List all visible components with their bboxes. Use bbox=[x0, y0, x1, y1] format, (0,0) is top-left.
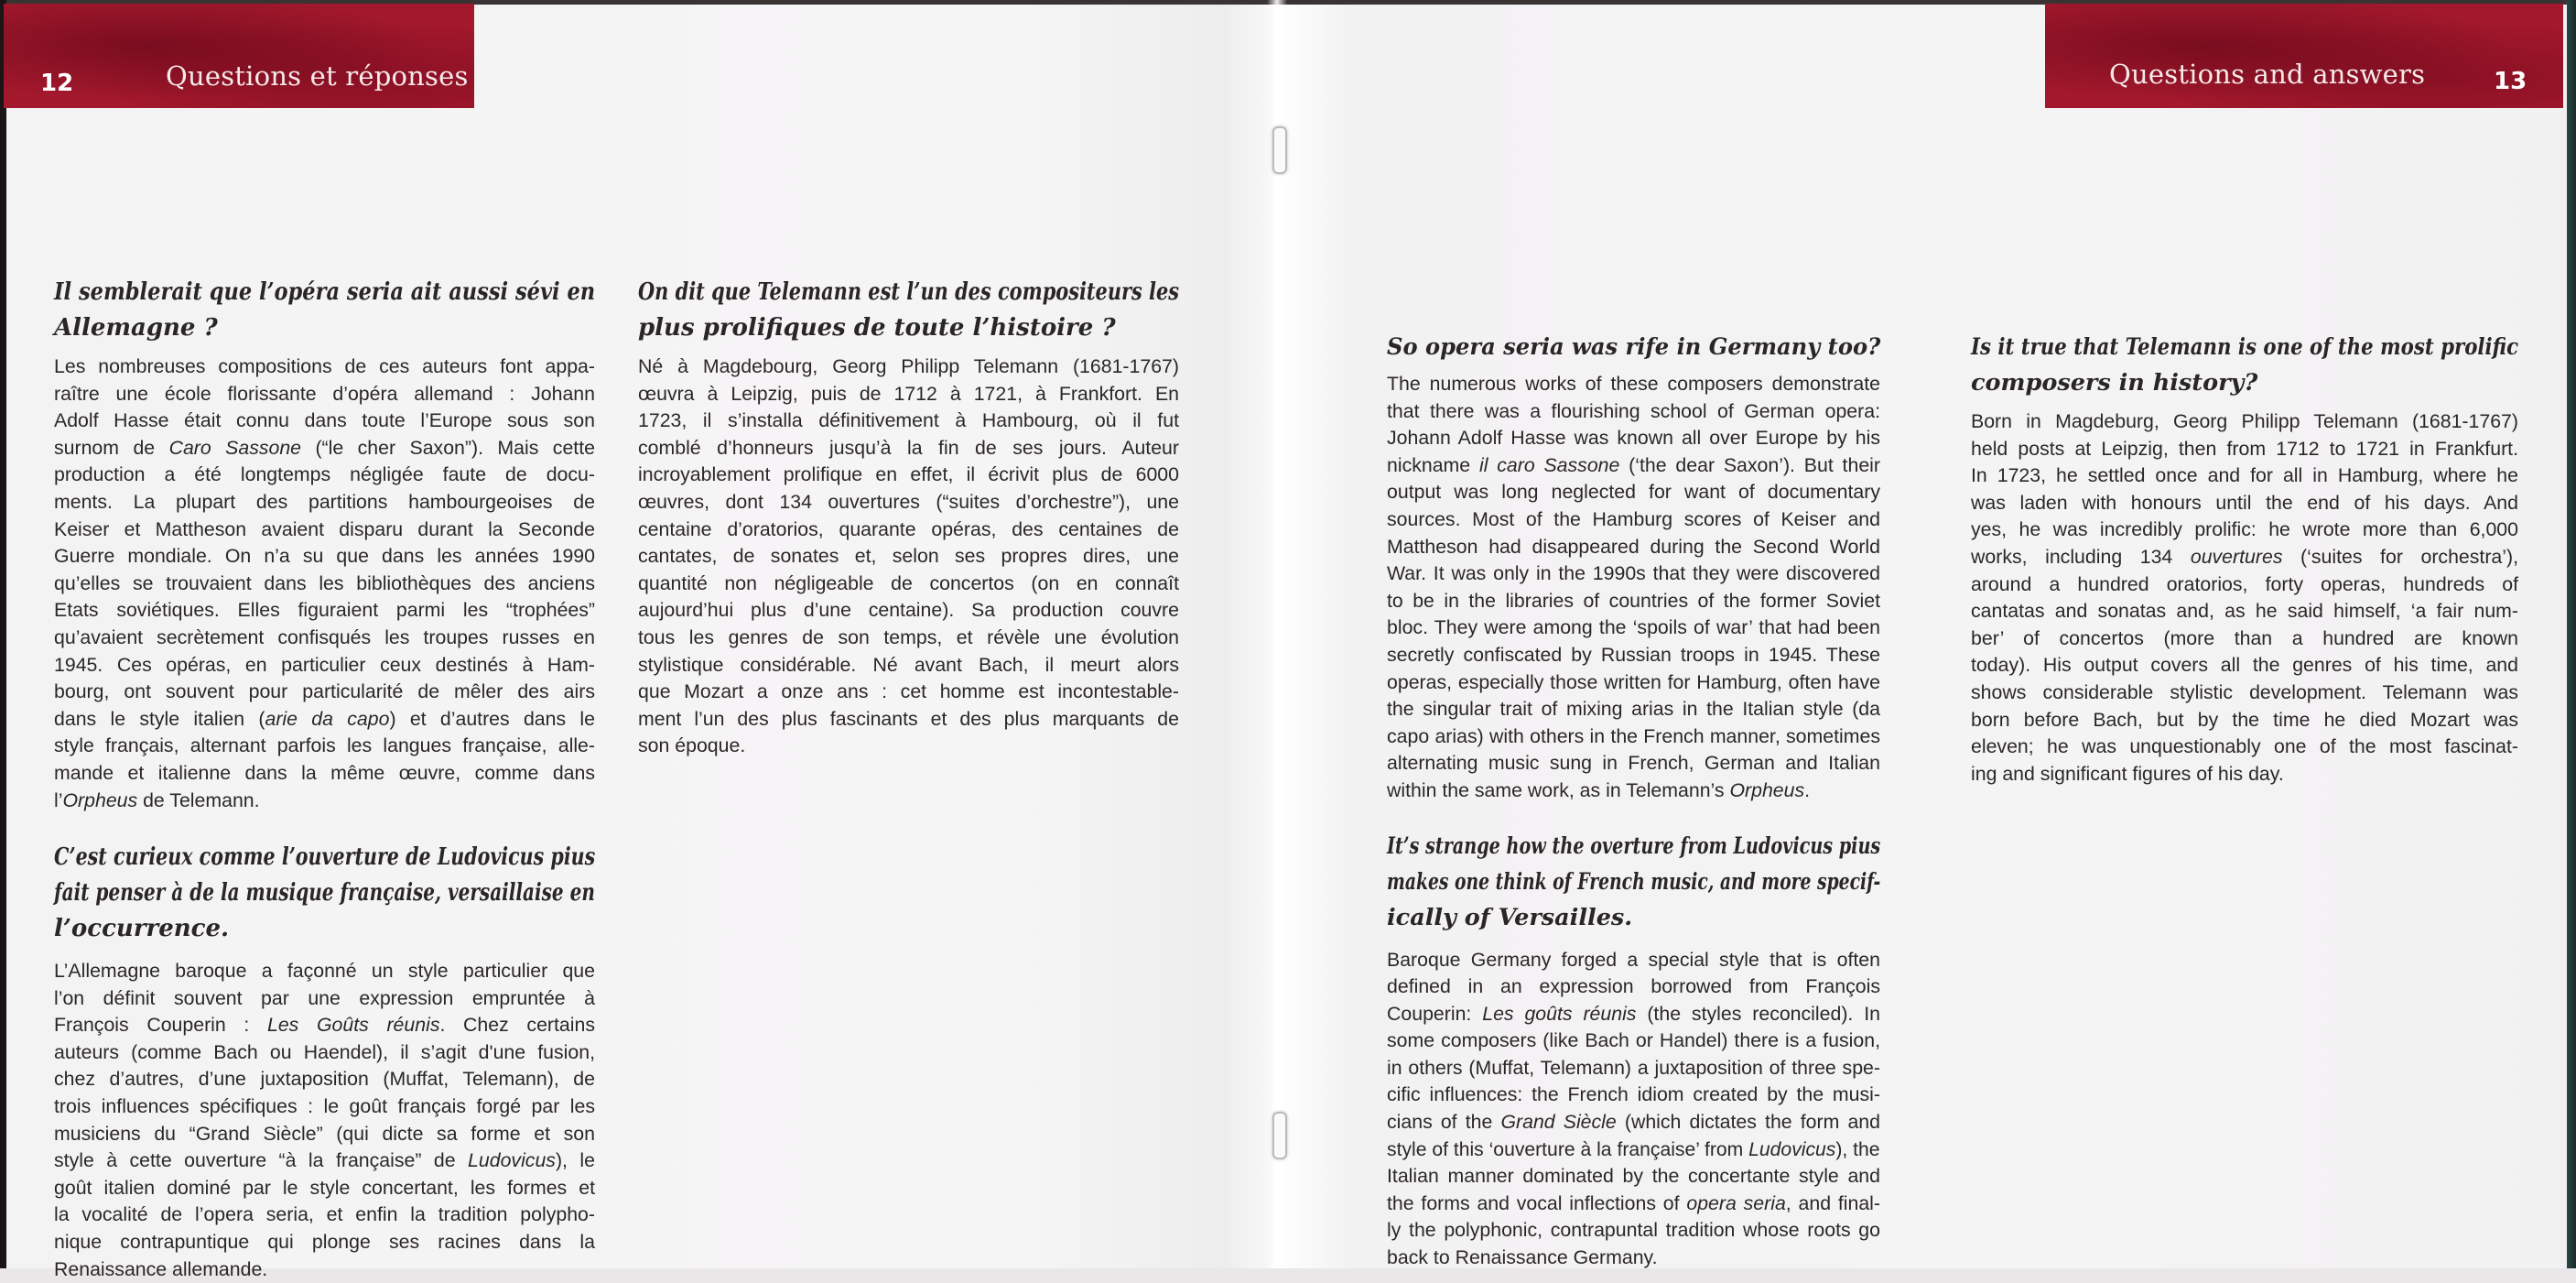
qa-section bbox=[638, 275, 1179, 760]
text-run: Adolf Hasse était connu dans toute l’Europe sous son bbox=[54, 409, 595, 432]
text-run: style français, alternant parfois les langues française, alle- bbox=[54, 734, 595, 757]
answer-line bbox=[54, 1066, 595, 1093]
answer-line bbox=[54, 489, 595, 516]
answer-line bbox=[54, 381, 595, 408]
answer-line bbox=[54, 516, 595, 544]
text-run: (“le cher Saxon”). Mais cette bbox=[301, 436, 595, 459]
answer-line bbox=[1971, 680, 2518, 707]
text-run: eleven; he was unquestionably one of the most fascinat- bbox=[1971, 735, 2518, 758]
question-heading bbox=[1387, 829, 1880, 936]
answer-line bbox=[1387, 723, 1880, 751]
question-line: plus prolifiques de toute l’histoire ? bbox=[638, 314, 1116, 342]
text-run: (‘the dear Saxon’). But their bbox=[1619, 453, 1880, 476]
answer-line bbox=[1971, 734, 2518, 761]
text-run: ), le bbox=[555, 1149, 595, 1172]
text-run: de Telemann. bbox=[137, 788, 260, 811]
answer-line bbox=[1387, 1191, 1880, 1218]
answer-line bbox=[1387, 1055, 1880, 1082]
question-line: Allemagne ? bbox=[54, 314, 218, 342]
answer-line bbox=[638, 489, 1179, 516]
text-run: bourg, ont souvent pour particularité de mêler des airs bbox=[54, 680, 595, 703]
italic-term: Les goûts réunis bbox=[1482, 1002, 1637, 1025]
text-run: tous les genres de son temps, et révèle une évolution bbox=[638, 625, 1179, 648]
answer-line bbox=[54, 1039, 595, 1067]
text-run: ) et d’autres dans le bbox=[389, 707, 596, 730]
question-line: On dit que Telemann est l’un des compositeurs les bbox=[638, 278, 1180, 306]
booklet-spine bbox=[1267, 0, 1287, 1268]
answer-line bbox=[54, 543, 595, 571]
text-run: nique contrapuntique qui plonge ses racines dans la bbox=[54, 1231, 595, 1254]
question-line: ically of Versailles. bbox=[1387, 903, 1633, 931]
text-run: alternating music sung in French, German and Italian bbox=[1387, 752, 1880, 775]
italic-term: arie da capo bbox=[265, 707, 390, 730]
answer-paragraph bbox=[54, 958, 595, 1283]
text-run: the singular trait of mixing arias in the Italian style (da bbox=[1387, 698, 1880, 721]
section-header-title-left: Questions et réponses bbox=[166, 60, 469, 92]
text-run: was laden with honours until the end of his days. And bbox=[1971, 491, 2518, 514]
scan-right-edge bbox=[2567, 0, 2576, 1268]
answer-line bbox=[1971, 625, 2518, 653]
answer-line bbox=[1387, 614, 1880, 642]
text-run: stylistique considérable. Né avant Bach, il meurt alors bbox=[638, 653, 1179, 676]
question-line: C’est curieux comme l’ouverture de Ludovicus pius bbox=[54, 843, 596, 872]
text-run: around a hundred oratorios, forty operas, hundreds of bbox=[1971, 572, 2518, 595]
answer-line bbox=[54, 408, 595, 435]
answer-line bbox=[1387, 479, 1880, 506]
text-run: qu’avaient secrètement confisqués les troupes russes en bbox=[54, 625, 595, 648]
text-run: style à cette ouverture “à la française” de bbox=[54, 1149, 469, 1172]
question-line: It’s strange how the overture from Ludovicus pius bbox=[1387, 832, 1881, 860]
text-run: œuvra à Leipzig, puis de 1712 à 1721, à Frankfort. En bbox=[638, 382, 1179, 405]
question-line: fait penser à de la musique française, versaillaise en bbox=[54, 879, 595, 908]
text-run: that there was a flourishing school of German opera: bbox=[1387, 399, 1880, 422]
answer-line bbox=[638, 435, 1179, 462]
scan-left-edge bbox=[0, 0, 6, 1268]
answer-line bbox=[54, 958, 595, 985]
text-run: operas, especially those written for Hamburg, often have bbox=[1387, 670, 1880, 693]
text-run: Renaissance allemande. bbox=[54, 1257, 268, 1280]
text-run: , and final- bbox=[1785, 1191, 1881, 1214]
answer-line bbox=[638, 408, 1179, 435]
text-run: Né à Magdebourg, Georg Philipp Telemann (1681-1767) bbox=[638, 355, 1179, 377]
question-heading bbox=[638, 275, 1179, 346]
text-run: some composers (like Bach or Handel) there is a fusion, bbox=[1387, 1029, 1880, 1052]
answer-line bbox=[1971, 571, 2518, 599]
answer-line bbox=[54, 1012, 595, 1039]
answer-line bbox=[1387, 973, 1880, 1001]
italic-term: Les Goûts réunis bbox=[266, 1014, 440, 1037]
question-heading bbox=[1387, 330, 1880, 365]
text-run: the forms and vocal inflections of bbox=[1387, 1191, 1687, 1214]
text-run: in others (Muffat, Telemann) a juxtaposition of three spe- bbox=[1387, 1056, 1880, 1079]
answer-line bbox=[1971, 652, 2518, 680]
column-fr-1 bbox=[54, 275, 595, 1283]
italic-term: Caro Sassone bbox=[168, 436, 302, 459]
answer-line bbox=[1387, 1027, 1880, 1055]
answer-line bbox=[1971, 408, 2518, 436]
answer-line bbox=[1387, 560, 1880, 588]
answer-line bbox=[1387, 398, 1880, 426]
text-run: 1945. Ces opéras, en particulier ceux destinés à Ham- bbox=[54, 653, 595, 676]
question-line: composers in history? bbox=[1971, 369, 2258, 397]
answer-line bbox=[1387, 696, 1880, 723]
text-run: Baroque Germany forged a special style that is often bbox=[1387, 948, 1880, 971]
italic-term: Grand Siècle bbox=[1500, 1111, 1617, 1134]
header-band-left bbox=[4, 4, 474, 108]
text-run: Italian manner dominated by the concertante style and bbox=[1387, 1165, 1880, 1188]
answer-line bbox=[54, 435, 595, 462]
text-run: Etats soviétiques. Elles figuraient parmi les “trophées” bbox=[54, 599, 595, 622]
answer-line bbox=[54, 597, 595, 625]
text-run: bloc. They were among the ‘spoils of war’ that had been bbox=[1387, 616, 1880, 639]
text-run: cantatas and sonatas and, as he said himself, ‘a fair num- bbox=[1971, 600, 2518, 623]
italic-term: ouvertures bbox=[2190, 545, 2283, 568]
answer-line bbox=[638, 543, 1179, 571]
question-line: makes one think of French music, and more specif- bbox=[1387, 867, 1881, 896]
text-run: The numerous works of these composers demonstrate bbox=[1387, 373, 1880, 395]
answer-line bbox=[54, 652, 595, 680]
text-run: Les nombreuses compositions de ces auteurs font appa- bbox=[54, 355, 595, 377]
answer-line bbox=[1387, 1109, 1880, 1136]
text-run: born before Bach, but by the time he died Mozart was bbox=[1971, 708, 2518, 731]
answer-line bbox=[54, 353, 595, 381]
qa-section bbox=[1387, 330, 1880, 805]
text-run: In 1723, he settled once and for all in Hamburg, where he bbox=[1971, 464, 2518, 487]
answer-paragraph bbox=[1387, 371, 1880, 805]
text-run: François Couperin : bbox=[54, 1014, 267, 1037]
text-run: que Mozart a onze ans : cet homme est incontestable- bbox=[638, 680, 1179, 703]
staple-bottom bbox=[1272, 1112, 1287, 1159]
answer-line bbox=[638, 571, 1179, 598]
text-run: output was long neglected for want of documentary bbox=[1387, 481, 1880, 504]
text-run: Mattheson had disappeared during the Second World bbox=[1387, 535, 1880, 558]
answer-line bbox=[1387, 777, 1880, 805]
answer-line bbox=[54, 1121, 595, 1148]
answer-line bbox=[54, 462, 595, 489]
text-run: mande et italienne dans la même œuvre, comme dans bbox=[54, 761, 595, 784]
text-run: ly the polyphonic, contrapuntal tradition whose roots go bbox=[1387, 1219, 1880, 1242]
text-run: capo arias) with others in the French manner, sometimes bbox=[1387, 724, 1880, 747]
answer-line bbox=[1387, 452, 1880, 480]
answer-line bbox=[1971, 761, 2518, 788]
question-line: l’occurrence. bbox=[54, 915, 230, 943]
text-run: yes, he was incredibly prolific: he wrote more than 6,000 bbox=[1971, 518, 2518, 541]
text-run: ment l’un des plus fascinants et des plus marquants de bbox=[638, 707, 1179, 730]
italic-term: Ludovicus bbox=[1748, 1137, 1836, 1160]
qa-section bbox=[1971, 330, 2518, 788]
text-run: cians of the bbox=[1387, 1111, 1501, 1134]
answer-line bbox=[1387, 425, 1880, 452]
answer-line bbox=[1971, 436, 2518, 463]
text-run: today). His output covers all the genres of his time, and bbox=[1971, 654, 2518, 677]
text-run: Johann Adolf Hasse was known all over Europe by his bbox=[1387, 427, 1880, 450]
answer-line bbox=[54, 1229, 595, 1256]
answer-line bbox=[1387, 588, 1880, 615]
answer-line bbox=[1387, 371, 1880, 398]
text-run: sources. Most of the Hamburg scores of Keiser and bbox=[1387, 507, 1880, 530]
text-run: back to Renaissance Germany. bbox=[1387, 1246, 1658, 1269]
answer-paragraph bbox=[1971, 408, 2518, 788]
answer-line bbox=[1387, 669, 1880, 697]
answer-line bbox=[1387, 947, 1880, 974]
text-run: (the styles reconciled). In bbox=[1636, 1002, 1880, 1025]
text-run: Keiser et Mattheson avaient disparu durant la Seconde bbox=[54, 517, 595, 540]
italic-term: opera seria bbox=[1686, 1191, 1786, 1214]
text-run: L’Allemagne baroque a façonné un style particulier que bbox=[54, 960, 595, 983]
header-band-right bbox=[2045, 4, 2563, 108]
question-heading bbox=[54, 275, 595, 346]
text-run: Born in Magdeburg, Georg Philipp Telemann (1681-1767) bbox=[1971, 410, 2518, 432]
question-line: So opera seria was rife in Germany too? bbox=[1387, 333, 1881, 361]
answer-line bbox=[638, 733, 1179, 760]
answer-line bbox=[638, 353, 1179, 381]
answer-line bbox=[638, 462, 1179, 489]
text-run: trois influences spécifiques : le goût français forgé par les bbox=[54, 1095, 595, 1118]
question-line: Il semblerait que l’opéra seria ait aussi sévi en bbox=[54, 278, 596, 306]
column-en-1 bbox=[1387, 330, 1880, 1272]
text-run: ), the bbox=[1835, 1137, 1880, 1160]
text-run: defined in an expression borrowed from François bbox=[1387, 975, 1880, 998]
answer-line bbox=[54, 733, 595, 760]
text-run: ber’ of concertos (more than a hundred are known bbox=[1971, 626, 2518, 649]
answer-paragraph bbox=[54, 353, 595, 814]
answer-line bbox=[1387, 506, 1880, 534]
text-run: secretly confiscated by Russian troops in 1945. These bbox=[1387, 643, 1880, 666]
text-run: aujourd’hui plus d’une centaine). Sa production couvre bbox=[638, 599, 1179, 622]
text-run: l’ bbox=[54, 788, 63, 811]
answer-paragraph bbox=[1387, 947, 1880, 1272]
answer-line bbox=[54, 1093, 595, 1121]
text-run: War. It was only in the 1990s that they were discovered bbox=[1387, 562, 1880, 585]
text-run: auteurs (comme Bach ou Haendel), il s’agit d'une fusion, bbox=[54, 1040, 595, 1063]
qa-section bbox=[54, 840, 595, 1283]
text-run: la vocalité de l’opera seria, et enfin la tradition polypho- bbox=[54, 1203, 595, 1226]
answer-line bbox=[638, 706, 1179, 734]
answer-line bbox=[1971, 490, 2518, 517]
question-heading bbox=[1971, 330, 2518, 401]
text-run: (‘suites for orchestra’), bbox=[2282, 545, 2518, 568]
answer-line bbox=[54, 679, 595, 706]
text-run: œuvres, dont 134 ouvertures (“suites d’orchestre”), une bbox=[638, 490, 1179, 513]
answer-line bbox=[638, 679, 1179, 706]
answer-line bbox=[54, 1175, 595, 1202]
answer-line bbox=[54, 625, 595, 652]
qa-section bbox=[1387, 829, 1880, 1272]
answer-line bbox=[1971, 598, 2518, 625]
text-run: style of this ‘ouverture à la française’ from bbox=[1387, 1137, 1749, 1160]
section-header-title-right: Questions and answers bbox=[2109, 59, 2426, 90]
answer-line bbox=[54, 788, 595, 815]
text-run: cantates, de sonates et, selon ses propres dires, une bbox=[638, 545, 1179, 568]
answer-line bbox=[54, 706, 595, 734]
text-run: shows considerable stylistic development. Telemann was bbox=[1971, 680, 2518, 703]
text-run: (which dictates the form and bbox=[1616, 1111, 1880, 1134]
italic-term: Orpheus bbox=[1729, 778, 1805, 801]
answer-line bbox=[638, 516, 1179, 544]
text-run: Couperin: bbox=[1387, 1002, 1483, 1025]
answer-line bbox=[1971, 462, 2518, 490]
text-run: within the same work, as in Telemann’s bbox=[1387, 778, 1730, 801]
text-run: comblé d’honneurs jusqu’à la fin de ses jours. Auteur bbox=[638, 436, 1179, 459]
answer-line bbox=[1387, 642, 1880, 669]
text-run: centaine d’oratorios, quarante opéras, des centaines de bbox=[638, 517, 1179, 540]
answer-line bbox=[54, 1201, 595, 1229]
text-run: quantité non négligeable de concertos (on en connaît bbox=[638, 571, 1179, 594]
text-run: to be in the libraries of countries of the former Soviet bbox=[1387, 589, 1880, 612]
text-run: ments. La plupart des partitions hambourgeoises de bbox=[54, 490, 595, 513]
text-run: musiciens du “Grand Siècle” (qui dicte sa forme et son bbox=[54, 1122, 595, 1145]
answer-line bbox=[54, 1147, 595, 1175]
text-run: l’on définit souvent par une expression empruntée à bbox=[54, 986, 595, 1009]
page-number-left: 12 bbox=[40, 70, 74, 97]
answer-line bbox=[54, 760, 595, 788]
answer-line bbox=[54, 571, 595, 598]
text-run: nickname bbox=[1387, 453, 1479, 476]
text-run: ing and significant figures of his day. bbox=[1971, 762, 2284, 785]
italic-term: Orpheus bbox=[62, 788, 138, 811]
text-run: . bbox=[1804, 778, 1811, 801]
answer-line bbox=[1387, 1001, 1880, 1028]
answer-line bbox=[638, 597, 1179, 625]
answer-line bbox=[1971, 544, 2518, 571]
answer-line bbox=[1387, 1217, 1880, 1245]
column-fr-2 bbox=[638, 275, 1179, 760]
text-run: incroyablement prolifique en effet, il écrivit plus de 6000 bbox=[638, 463, 1179, 486]
page-number-right: 13 bbox=[2494, 68, 2527, 95]
answer-line bbox=[1387, 534, 1880, 561]
qa-section bbox=[54, 275, 595, 814]
text-run: goût italien dominé par le style concertant, les formes et bbox=[54, 1176, 595, 1199]
staple-top bbox=[1272, 126, 1287, 174]
italic-term: Ludovicus bbox=[468, 1149, 556, 1172]
text-run: production a été longtemps négligée faute de docu- bbox=[54, 463, 595, 486]
text-run: qu’elles se trouvaient dans les bibliothèques des anciens bbox=[54, 571, 595, 594]
text-run: surnom de bbox=[54, 436, 169, 459]
column-en-2 bbox=[1971, 330, 2518, 788]
italic-term: il caro Sassone bbox=[1478, 453, 1620, 476]
text-run: chez d’autres, d’une juxtaposition (Muffat, Telemann), de bbox=[54, 1068, 595, 1091]
answer-line bbox=[54, 1256, 595, 1283]
answer-line bbox=[1387, 1136, 1880, 1164]
text-run: son époque. bbox=[638, 734, 746, 757]
answer-line bbox=[638, 652, 1179, 680]
answer-line bbox=[1387, 1163, 1880, 1191]
text-run: works, including 134 bbox=[1971, 545, 2191, 568]
answer-line bbox=[1387, 750, 1880, 777]
answer-line bbox=[1387, 1082, 1880, 1109]
answer-line bbox=[54, 985, 595, 1013]
text-run: 1723, il s’installa définitivement à Hambourg, où il fut bbox=[638, 409, 1179, 432]
answer-line bbox=[638, 625, 1179, 652]
text-run: cific influences: the French idiom created by the musi- bbox=[1387, 1083, 1880, 1106]
text-run: Guerre mondiale. On n’a su que dans les années 1990 bbox=[54, 545, 595, 568]
question-heading bbox=[54, 840, 595, 947]
question-line: Is it true that Telemann is one of the most prolific bbox=[1971, 333, 2519, 361]
text-run: held posts at Leipzig, then from 1712 to 1721 in Frankfurt. bbox=[1971, 437, 2518, 460]
answer-line bbox=[638, 381, 1179, 408]
answer-line bbox=[1971, 707, 2518, 734]
text-run: dans le style italien ( bbox=[54, 707, 265, 730]
answer-paragraph bbox=[638, 353, 1179, 760]
text-run: . Chez certains bbox=[439, 1014, 595, 1037]
text-run: raître une école florissante d’opéra allemand : Johann bbox=[54, 382, 595, 405]
answer-line bbox=[1387, 1245, 1880, 1272]
answer-line bbox=[1971, 516, 2518, 544]
